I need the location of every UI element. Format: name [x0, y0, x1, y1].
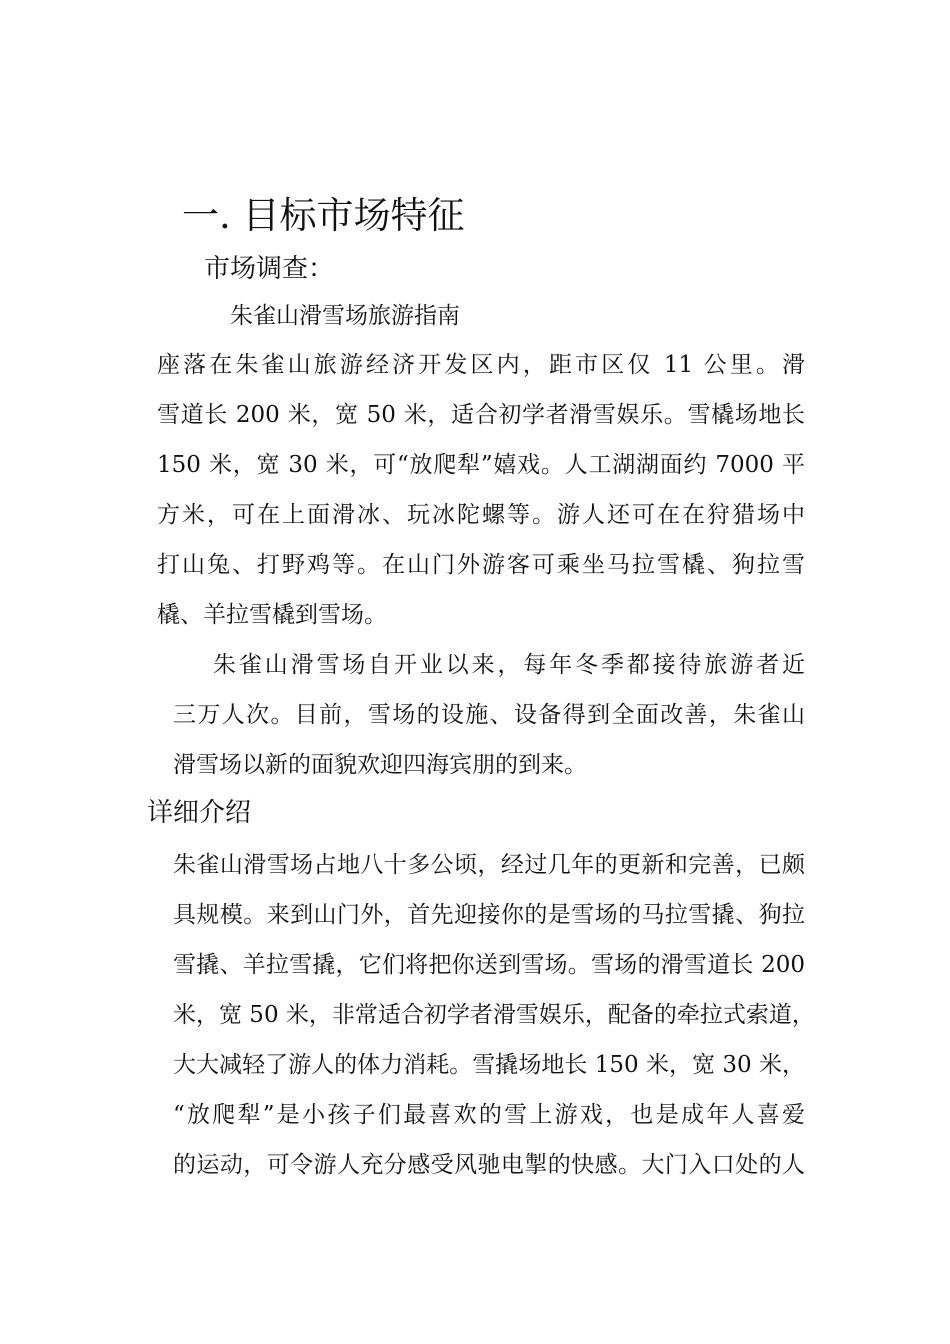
- paragraph-line: 米，宽 50 米，非常适合初学者滑雪娱乐，配备的牵拉式索道，: [173, 1002, 815, 1028]
- paragraph-line: 雪撬、羊拉雪撬，它们将把你送到雪场。雪场的滑雪道长 200: [173, 952, 805, 978]
- paragraph-line: 雪道长 200 米，宽 50 米，适合初学者滑雪娱乐。雪橇场地长: [157, 402, 805, 428]
- section-heading: 一. 目标市场特征: [182, 194, 465, 237]
- paragraph-line: 滑雪场以新的面貌欢迎四海宾朋的到来。: [173, 752, 587, 778]
- details-section-title: 详细介绍: [147, 798, 252, 828]
- intro-paragraph: [157, 340, 805, 640]
- paragraph-line: 大大减轻了游人的体力消耗。雪撬场地长 150 米，宽 30 米，: [173, 1052, 805, 1078]
- details-paragraph: [173, 840, 815, 1190]
- paragraph-line: 座落在朱雀山旅游经济开发区内，距市区仅 11 公里。滑: [157, 352, 805, 378]
- paragraph-line: 方米，可在上面滑冰、玩冰陀螺等。游人还可在在狩猎场中: [157, 502, 805, 528]
- paragraph-line: “放爬犁”是小孩子们最喜欢的雪上游戏，也是成年人喜爱: [173, 1102, 805, 1128]
- paragraph-line: 的运动，可令游人充分感受风驰电掣的快感。大门入口处的人: [173, 1152, 805, 1178]
- paragraph-line: 具规模。来到山门外，首先迎接你的是雪场的马拉雪撬、狗拉: [173, 902, 805, 928]
- guide-title: 朱雀山滑雪场旅游指南: [230, 303, 460, 329]
- paragraph-line: 橇、羊拉雪橇到雪场。: [157, 602, 387, 628]
- visitors-paragraph: [173, 640, 805, 790]
- paragraph-line: 打山兔、打野鸡等。在山门外游客可乘坐马拉雪橇、狗拉雪: [157, 552, 805, 578]
- paragraph-line: 150 米，宽 30 米，可“放爬犁”嬉戏。人工湖湖面约 7000 平: [157, 452, 805, 478]
- paragraph-line: 三万人次。目前，雪场的设施、设备得到全面改善，朱雀山: [173, 702, 805, 728]
- paragraph-line: 朱雀山滑雪场占地八十多公顷，经过几年的更新和完善，已颇: [173, 852, 805, 878]
- market-survey-label: 市场调查：: [204, 254, 335, 284]
- paragraph-line: 朱雀山滑雪场自开业以来，每年冬季都接待旅游者近: [213, 652, 805, 678]
